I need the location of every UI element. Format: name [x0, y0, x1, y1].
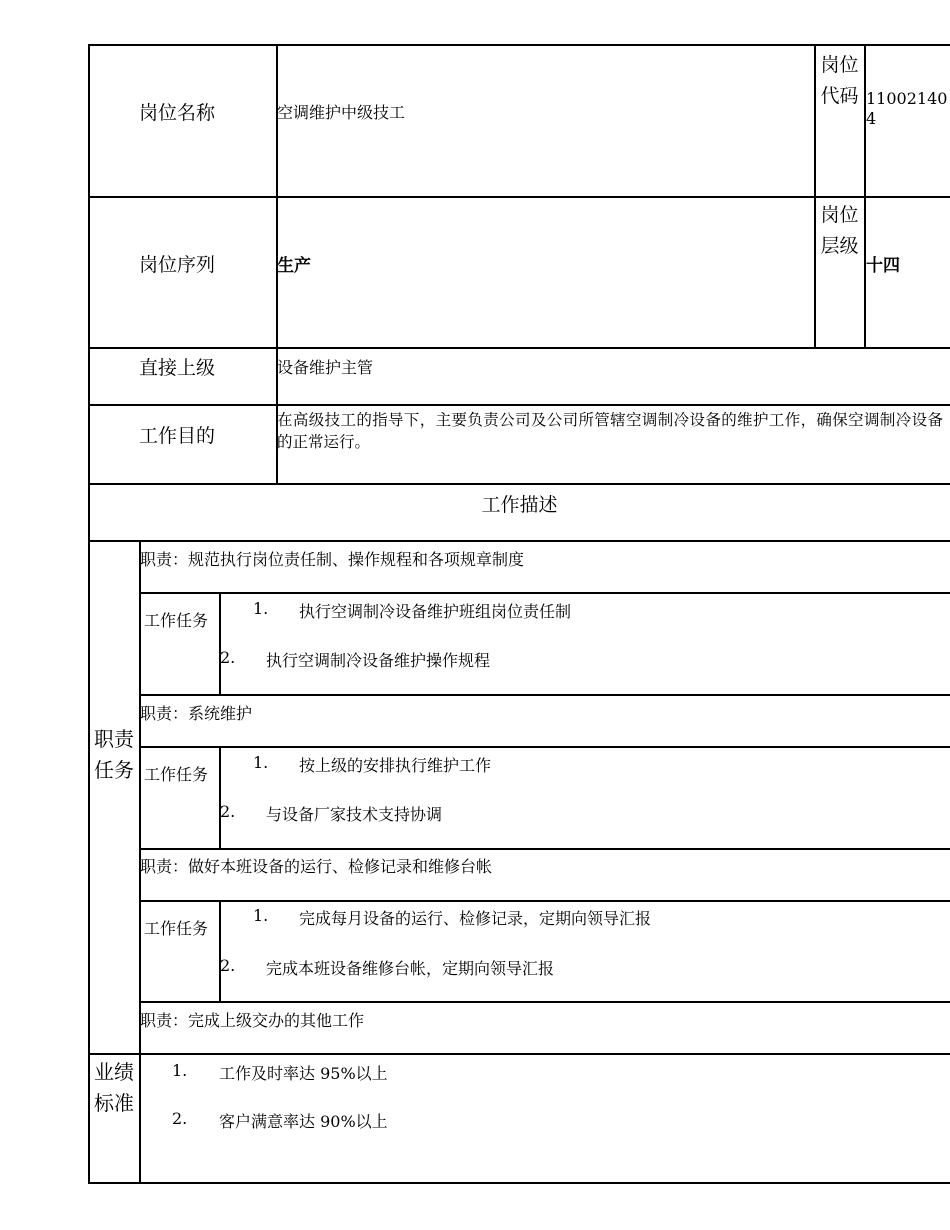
task-text: 执行空调制冷设备维护班组岗位责任制 — [299, 602, 572, 621]
task-text: 完成本班设备维修台帐，定期向领导汇报 — [266, 959, 555, 978]
task-number: 2. — [220, 956, 236, 975]
task-number: 2. — [220, 648, 236, 667]
rule — [88, 540, 950, 542]
task-text: 与设备厂家技术支持协调 — [266, 805, 443, 824]
rule — [139, 848, 950, 850]
position-name-label: 岗位名称 — [139, 102, 216, 124]
task-number: 1. — [253, 753, 269, 772]
duties-label: 职责任务 — [94, 727, 134, 782]
performance-text: 工作及时率达 95%以上 — [219, 1064, 388, 1083]
task-label: 工作任务 — [143, 765, 208, 784]
rule — [88, 347, 950, 349]
rule — [219, 592, 221, 695]
task-text: 按上级的安排执行维护工作 — [299, 756, 492, 775]
rule — [219, 900, 221, 1002]
performance-number: 2. — [172, 1109, 188, 1128]
rule — [88, 44, 90, 1183]
rule — [88, 404, 950, 406]
performance-number: 1. — [172, 1061, 188, 1080]
rule — [139, 746, 950, 748]
supervisor-label: 直接上级 — [139, 357, 216, 379]
rule — [88, 1182, 950, 1184]
purpose-value: 在高级技工的指导下，主要负责公司及公司所管辖空调制冷设备的维护工作，确保空调制冷设备的正常运行。 — [277, 411, 943, 451]
rule — [88, 44, 950, 46]
position-series-value: 生产 — [277, 256, 311, 276]
duty-text: 职责：做好本班设备的运行、检修记录和维修台帐 — [140, 857, 493, 876]
position-code-value: 110021404 — [866, 89, 948, 128]
task-number: 1. — [253, 906, 269, 925]
rule — [88, 196, 950, 198]
supervisor-value: 设备维护主管 — [277, 358, 374, 377]
position-level-label: 岗位层级 — [820, 204, 859, 257]
task-label: 工作任务 — [143, 919, 208, 938]
position-level-value: 十四 — [866, 256, 900, 276]
work-description-title: 工作描述 — [481, 494, 558, 516]
rule — [139, 1001, 950, 1003]
performance-label: 业绩标准 — [94, 1060, 134, 1115]
task-number: 2. — [220, 802, 236, 821]
purpose-label: 工作目的 — [139, 425, 216, 447]
position-series-label: 岗位序列 — [139, 254, 216, 276]
rule — [88, 483, 950, 485]
task-text: 执行空调制冷设备维护操作规程 — [266, 651, 491, 670]
rule — [139, 900, 950, 902]
duty-text: 职责：完成上级交办的其他工作 — [140, 1011, 365, 1030]
rule — [139, 694, 950, 696]
duty-text: 职责：规范执行岗位责任制、操作规程和各项规章制度 — [140, 550, 525, 569]
task-text: 完成每月设备的运行、检修记录，定期向领导汇报 — [299, 909, 652, 928]
task-label: 工作任务 — [143, 611, 208, 630]
duty-text: 职责：系统维护 — [140, 704, 253, 723]
task-number: 1. — [253, 599, 269, 618]
rule — [88, 1053, 950, 1055]
rule — [219, 746, 221, 849]
position-name-value: 空调维护中级技工 — [277, 103, 406, 122]
performance-text: 客户满意率达 90%以上 — [219, 1112, 388, 1131]
rule — [139, 592, 950, 594]
position-code-label: 岗位代码 — [820, 54, 859, 107]
